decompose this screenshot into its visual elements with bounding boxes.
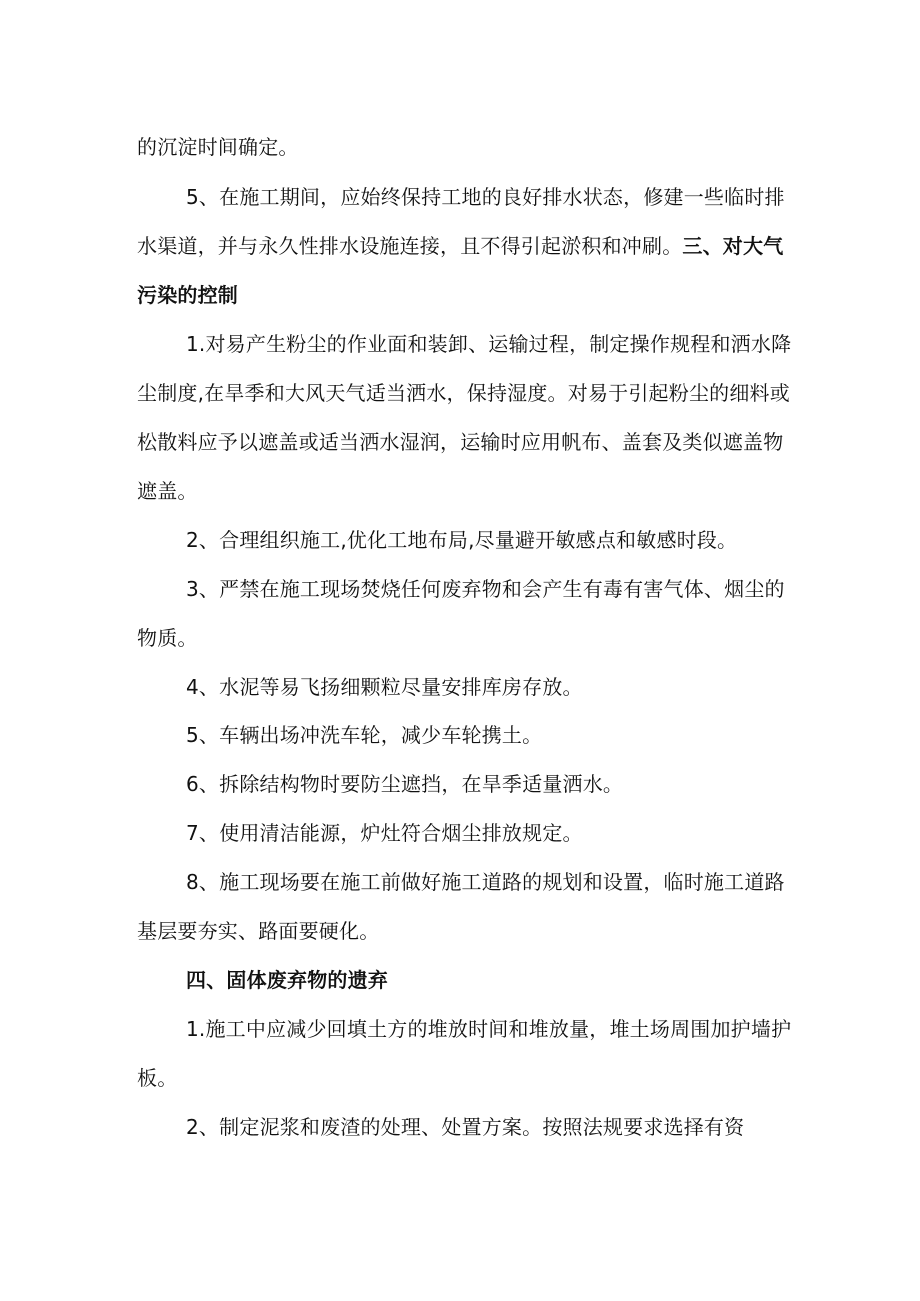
text-line: 5、在施工期间，应始终保持工地的良好排水状态，修建一些临时排: [186, 185, 785, 209]
text-line: 尘制度,在旱季和大风天气适当洒水，保持湿度。对易于引起粉尘的细料或: [137, 381, 790, 405]
text-line: 遮盖。: [137, 479, 198, 503]
text-line: 5、车辆出场冲洗车轮，减少车轮携土。: [186, 723, 543, 747]
text-line: 基层要夯实、路面要硬化。: [137, 919, 380, 943]
section-heading: 污染的控制: [137, 283, 238, 307]
text-line: 2、制定泥浆和废渣的处理、处置方案。按照法规要求选择有资: [186, 1115, 745, 1139]
text-line-with-heading: [137, 233, 787, 259]
text-line: 4、水泥等易飞扬细颗粒尽量安排库房存放。: [186, 675, 583, 699]
text-line: 1.对易产生粉尘的作业面和装卸、运输过程，制定操作规程和洒水降: [186, 332, 792, 356]
text-line: 物质。: [137, 626, 198, 650]
text-line: 板。: [137, 1066, 178, 1090]
text-line: 松散料应予以遮盖或适当洒水湿润，运输时应用帆布、盖套及类似遮盖物: [137, 430, 784, 454]
text-line: 3、严禁在施工现场焚烧任何废弃物和会产生有毒有害气体、烟尘的: [186, 577, 785, 601]
text-line: 7、使用清洁能源，炉灶符合烟尘排放规定。: [186, 821, 583, 845]
text-line: 2、合理组织施工,优化工地布局,尽量避开敏感点和敏感时段。: [186, 528, 738, 552]
section-heading: 三、对大气: [682, 234, 784, 258]
text-line: 6、拆除结构物时要防尘遮挡，在旱季适量洒水。: [186, 772, 624, 796]
text-line: 1.施工中应减少回填土方的堆放时间和堆放量，堆土场周围加护墙护: [186, 1017, 792, 1041]
text-line: 8、施工现场要在施工前做好施工道路的规划和设置，临时施工道路: [186, 870, 785, 894]
text-fragment: 水渠道，并与永久性排水设施连接，且不得引起淤积和冲刷。: [137, 234, 683, 258]
text-line: 的沉淀时间确定。: [137, 135, 299, 159]
section-heading: 四、固体废弃物的遗弃: [186, 968, 388, 992]
